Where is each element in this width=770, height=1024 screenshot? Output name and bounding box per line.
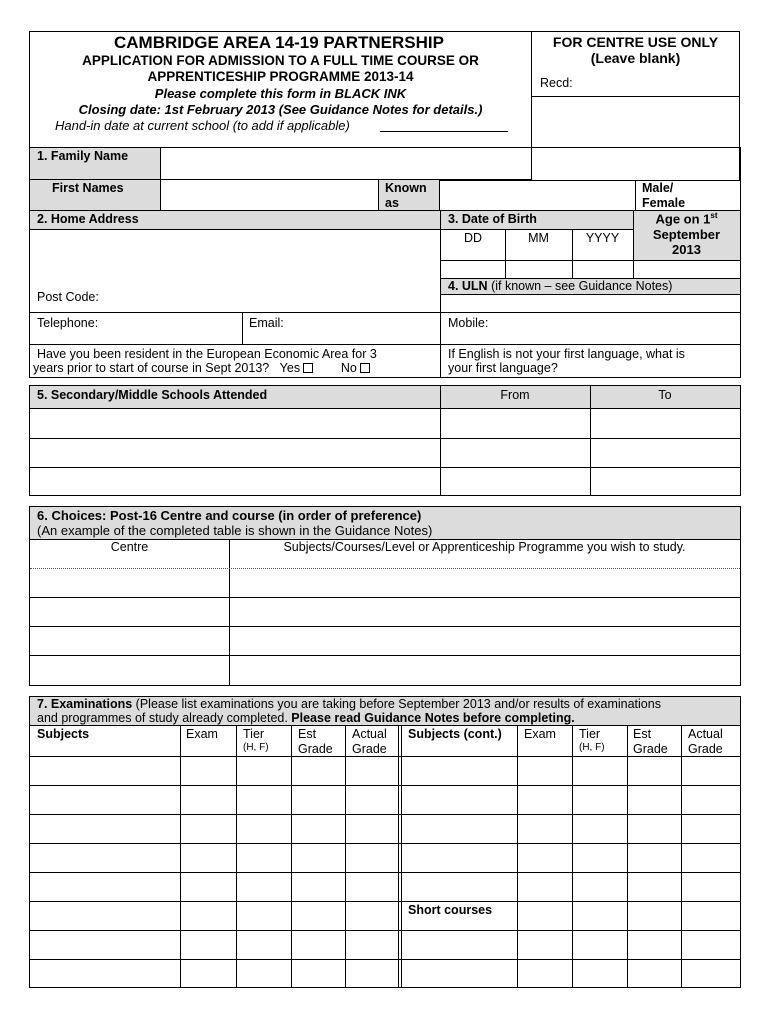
schools-title: 5. Secondary/Middle Schools Attended [37, 388, 268, 402]
residency-question-line1: Have you been resident in the European Economic Area for 3 [37, 347, 377, 361]
english-question-line2: your first language? [448, 361, 558, 375]
mobile-label: Mobile: [448, 316, 489, 330]
exam-row-2[interactable] [30, 786, 740, 814]
yes-checkbox[interactable] [303, 363, 313, 373]
family-name-label: 1. Family Name [37, 149, 129, 163]
dob-dd-field[interactable] [441, 246, 505, 259]
choice-row-4[interactable] [30, 656, 740, 685]
no-label: No [340, 361, 357, 375]
choice-row-3[interactable] [30, 627, 740, 655]
yes-label: Yes [279, 361, 301, 375]
exams-tier-sub-2: (H, F) [579, 742, 605, 753]
male-female-label-2: Female [642, 196, 686, 210]
exams-est-sub-2: Grade [633, 742, 668, 756]
exam-row-4[interactable] [30, 844, 740, 872]
schools-row-2[interactable] [30, 439, 440, 467]
post-code-label: Post Code: [37, 290, 99, 304]
divider [441, 229, 633, 230]
dob-dd-label: DD [463, 231, 483, 245]
exams-title-line2: and programmes of study already completed. Please read Guidance Notes before completing. [37, 711, 575, 725]
dob-yyyy-label: YYYY [585, 231, 620, 245]
schools-row-1[interactable] [30, 410, 440, 438]
handin-date-field[interactable] [380, 130, 508, 132]
choices-subjects-header: Subjects/Courses/Level or Apprenticeship Programme you wish to study. [283, 540, 686, 554]
age-field[interactable] [634, 261, 740, 278]
exams-actual-sub: Grade [352, 742, 387, 756]
handin-date-label: Hand-in date at current school (to add if applicable) [55, 118, 350, 133]
exams-title: 7. Examinations (Please list examinations you are taking before September 2013 and/or results of examinations [37, 697, 661, 711]
exam-row-5[interactable] [30, 873, 740, 901]
exam-row-1[interactable] [30, 757, 740, 785]
exams-tier-header: Tier [243, 727, 265, 741]
exams-est-sub: Grade [298, 742, 333, 756]
exam-row-6[interactable] [30, 902, 740, 930]
exams-tier-header-2: Tier [579, 727, 601, 741]
male-female-label-1: Male/ [642, 181, 674, 195]
short-courses-label: Short courses [408, 903, 493, 917]
instruction-text: Please complete this form in BLACK INK [154, 86, 407, 101]
dob-mm-field[interactable] [506, 246, 572, 259]
centre-use-subtitle: (Leave blank) [590, 50, 681, 66]
choice-row-1[interactable] [30, 569, 740, 597]
age-label-2: September [652, 227, 721, 242]
known-as-label-2: as [385, 196, 399, 210]
dob-yyyy-field[interactable] [573, 246, 633, 259]
first-names-label: First Names [52, 181, 124, 195]
family-name-field[interactable] [161, 148, 531, 179]
english-question-line1: If English is not your first language, what is [448, 347, 685, 361]
mobile-field[interactable] [441, 313, 740, 344]
form-subtitle-line1: APPLICATION FOR ADMISSION TO A FULL TIME COURSE OR [82, 53, 479, 68]
age-label: Age on 1st [655, 211, 718, 227]
known-as-field[interactable] [440, 180, 636, 210]
dob-mm-label: MM [528, 231, 549, 245]
exam-row-3[interactable] [30, 815, 740, 843]
age-label-3: 2013 [672, 242, 701, 257]
choices-title: 6. Choices: Post-16 Centre and course (in order of preference) [37, 508, 422, 523]
closing-date: Closing date: 1st February 2013 (See Guidance Notes for details.) [78, 102, 483, 117]
email-field[interactable] [244, 313, 440, 344]
dob-label: 3. Date of Birth [448, 212, 537, 226]
first-names-field[interactable] [161, 180, 379, 210]
exams-exam-header: Exam [186, 727, 218, 741]
divider [590, 386, 591, 495]
home-address-label: 2. Home Address [37, 212, 139, 226]
uln-label: 4. ULN (if known – see Guidance Notes) [448, 279, 673, 293]
uln-field[interactable] [441, 295, 740, 312]
residency-question [37, 347, 377, 361]
known-as-label-1: Known [385, 181, 427, 195]
recd-label: Recd: [540, 76, 573, 90]
form-subtitle-line2: APPRENTICESHIP PROGRAMME 2013-14 [147, 69, 414, 84]
residency-question-line2: years prior to start of course in Sept 2013? Yes No [33, 361, 370, 375]
exams-est-header: Est [298, 727, 317, 741]
telephone-label: Telephone: [37, 316, 99, 330]
exams-subjects-cont-header: Subjects (cont.) [408, 727, 502, 741]
exam-row-8[interactable] [30, 960, 740, 987]
choice-row-2[interactable] [30, 598, 740, 626]
schools-from-header: From [500, 388, 530, 402]
exams-exam-header-2: Exam [524, 727, 556, 741]
exams-tier-sub: (H, F) [243, 742, 269, 753]
divider [30, 344, 740, 345]
choices-centre-header: Centre [110, 540, 149, 554]
divider [531, 96, 740, 97]
centre-use-title: FOR CENTRE USE ONLY [552, 34, 719, 50]
choices-note: (An example of the completed table is shown in the Guidance Notes) [37, 523, 433, 538]
exams-subjects-header: Subjects [37, 727, 90, 741]
exams-actual-header-2: Actual [688, 727, 723, 741]
no-checkbox[interactable] [360, 363, 370, 373]
form-title: CAMBRIDGE AREA 14-19 PARTNERSHIP [114, 33, 444, 52]
exams-actual-sub-2: Grade [688, 742, 723, 756]
schools-row-3[interactable] [30, 468, 440, 495]
exams-est-header-2: Est [633, 727, 652, 741]
exams-actual-header: Actual [352, 727, 387, 741]
email-label: Email: [249, 316, 284, 330]
schools-to-header: To [658, 388, 672, 402]
telephone-field[interactable] [30, 313, 243, 344]
divider [30, 725, 740, 726]
exam-row-7[interactable] [30, 931, 740, 959]
divider [440, 386, 441, 495]
